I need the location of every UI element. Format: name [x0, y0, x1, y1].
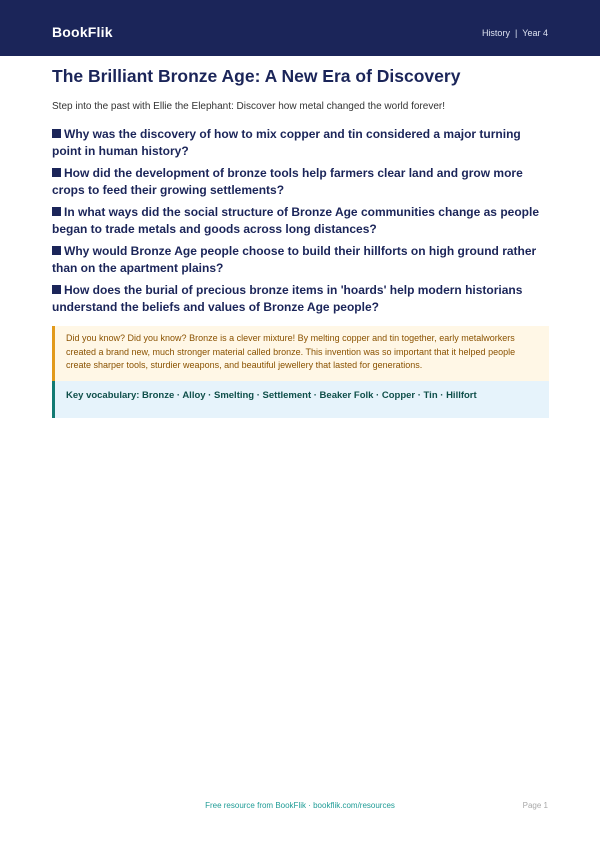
question-list — [52, 126, 549, 315]
header-separator: | — [514, 28, 518, 38]
intro-text: Step into the past with Ellie the Elephant: Discover how metal changed the world forever! — [52, 101, 445, 112]
subject-label: History — [481, 28, 510, 38]
vocabulary-text: Key vocabulary: Bronze · Alloy · Smelting · Settlement · Beaker Folk · Copper · Tin · Hillfort — [66, 389, 477, 401]
year-label: Year 4 — [522, 28, 548, 38]
brand-logo-text[interactable]: BookFlik — [52, 24, 113, 40]
square-bullet-icon — [52, 168, 61, 177]
info-callout — [52, 326, 549, 418]
page-header — [0, 0, 600, 56]
question-text: In what ways did the social structure of Bronze Age communities change as people began to trade metals and goods across long distances? — [52, 205, 539, 236]
footer-resource-link[interactable]: Free resource from BookFlik · bookflik.com/resources — [205, 801, 395, 810]
question-text: Why would Bronze Age people choose to build their hillforts on high ground rather than on the apartment plains? — [52, 244, 537, 275]
main-content — [52, 64, 549, 321]
page-number: Page 1 — [522, 801, 548, 810]
square-bullet-icon — [52, 207, 61, 216]
question-item — [52, 126, 549, 159]
did-you-know-box: Did you know? Did you know? Bronze is a clever mixture! By melting copper and tin together, early metalworkers created a brand new, much stronger material called bronze. This invention was so important that it helped people create sharper tools, sturdier weapons, and beautiful jewellery that lasted for generations. — [52, 326, 549, 381]
question-item — [52, 204, 549, 237]
square-bullet-icon — [52, 285, 61, 294]
question-item — [52, 243, 549, 276]
question-item — [52, 165, 549, 198]
header-meta — [482, 0, 548, 56]
question-text: How did the development of bronze tools help farmers clear land and grow more crops to feed their growing settlements? — [52, 166, 523, 197]
vocabulary-box — [52, 381, 549, 418]
page-title: The Brilliant Bronze Age: A New Era of Discovery — [52, 66, 461, 86]
question-text: How does the burial of precious bronze items in 'hoards' help modern historians understand the beliefs and values of Bronze Age people? — [52, 283, 523, 314]
square-bullet-icon — [52, 246, 61, 255]
square-bullet-icon — [52, 129, 61, 138]
question-text: Why was the discovery of how to mix copper and tin considered a major turning point in human history? — [52, 127, 521, 158]
question-item — [52, 282, 549, 315]
